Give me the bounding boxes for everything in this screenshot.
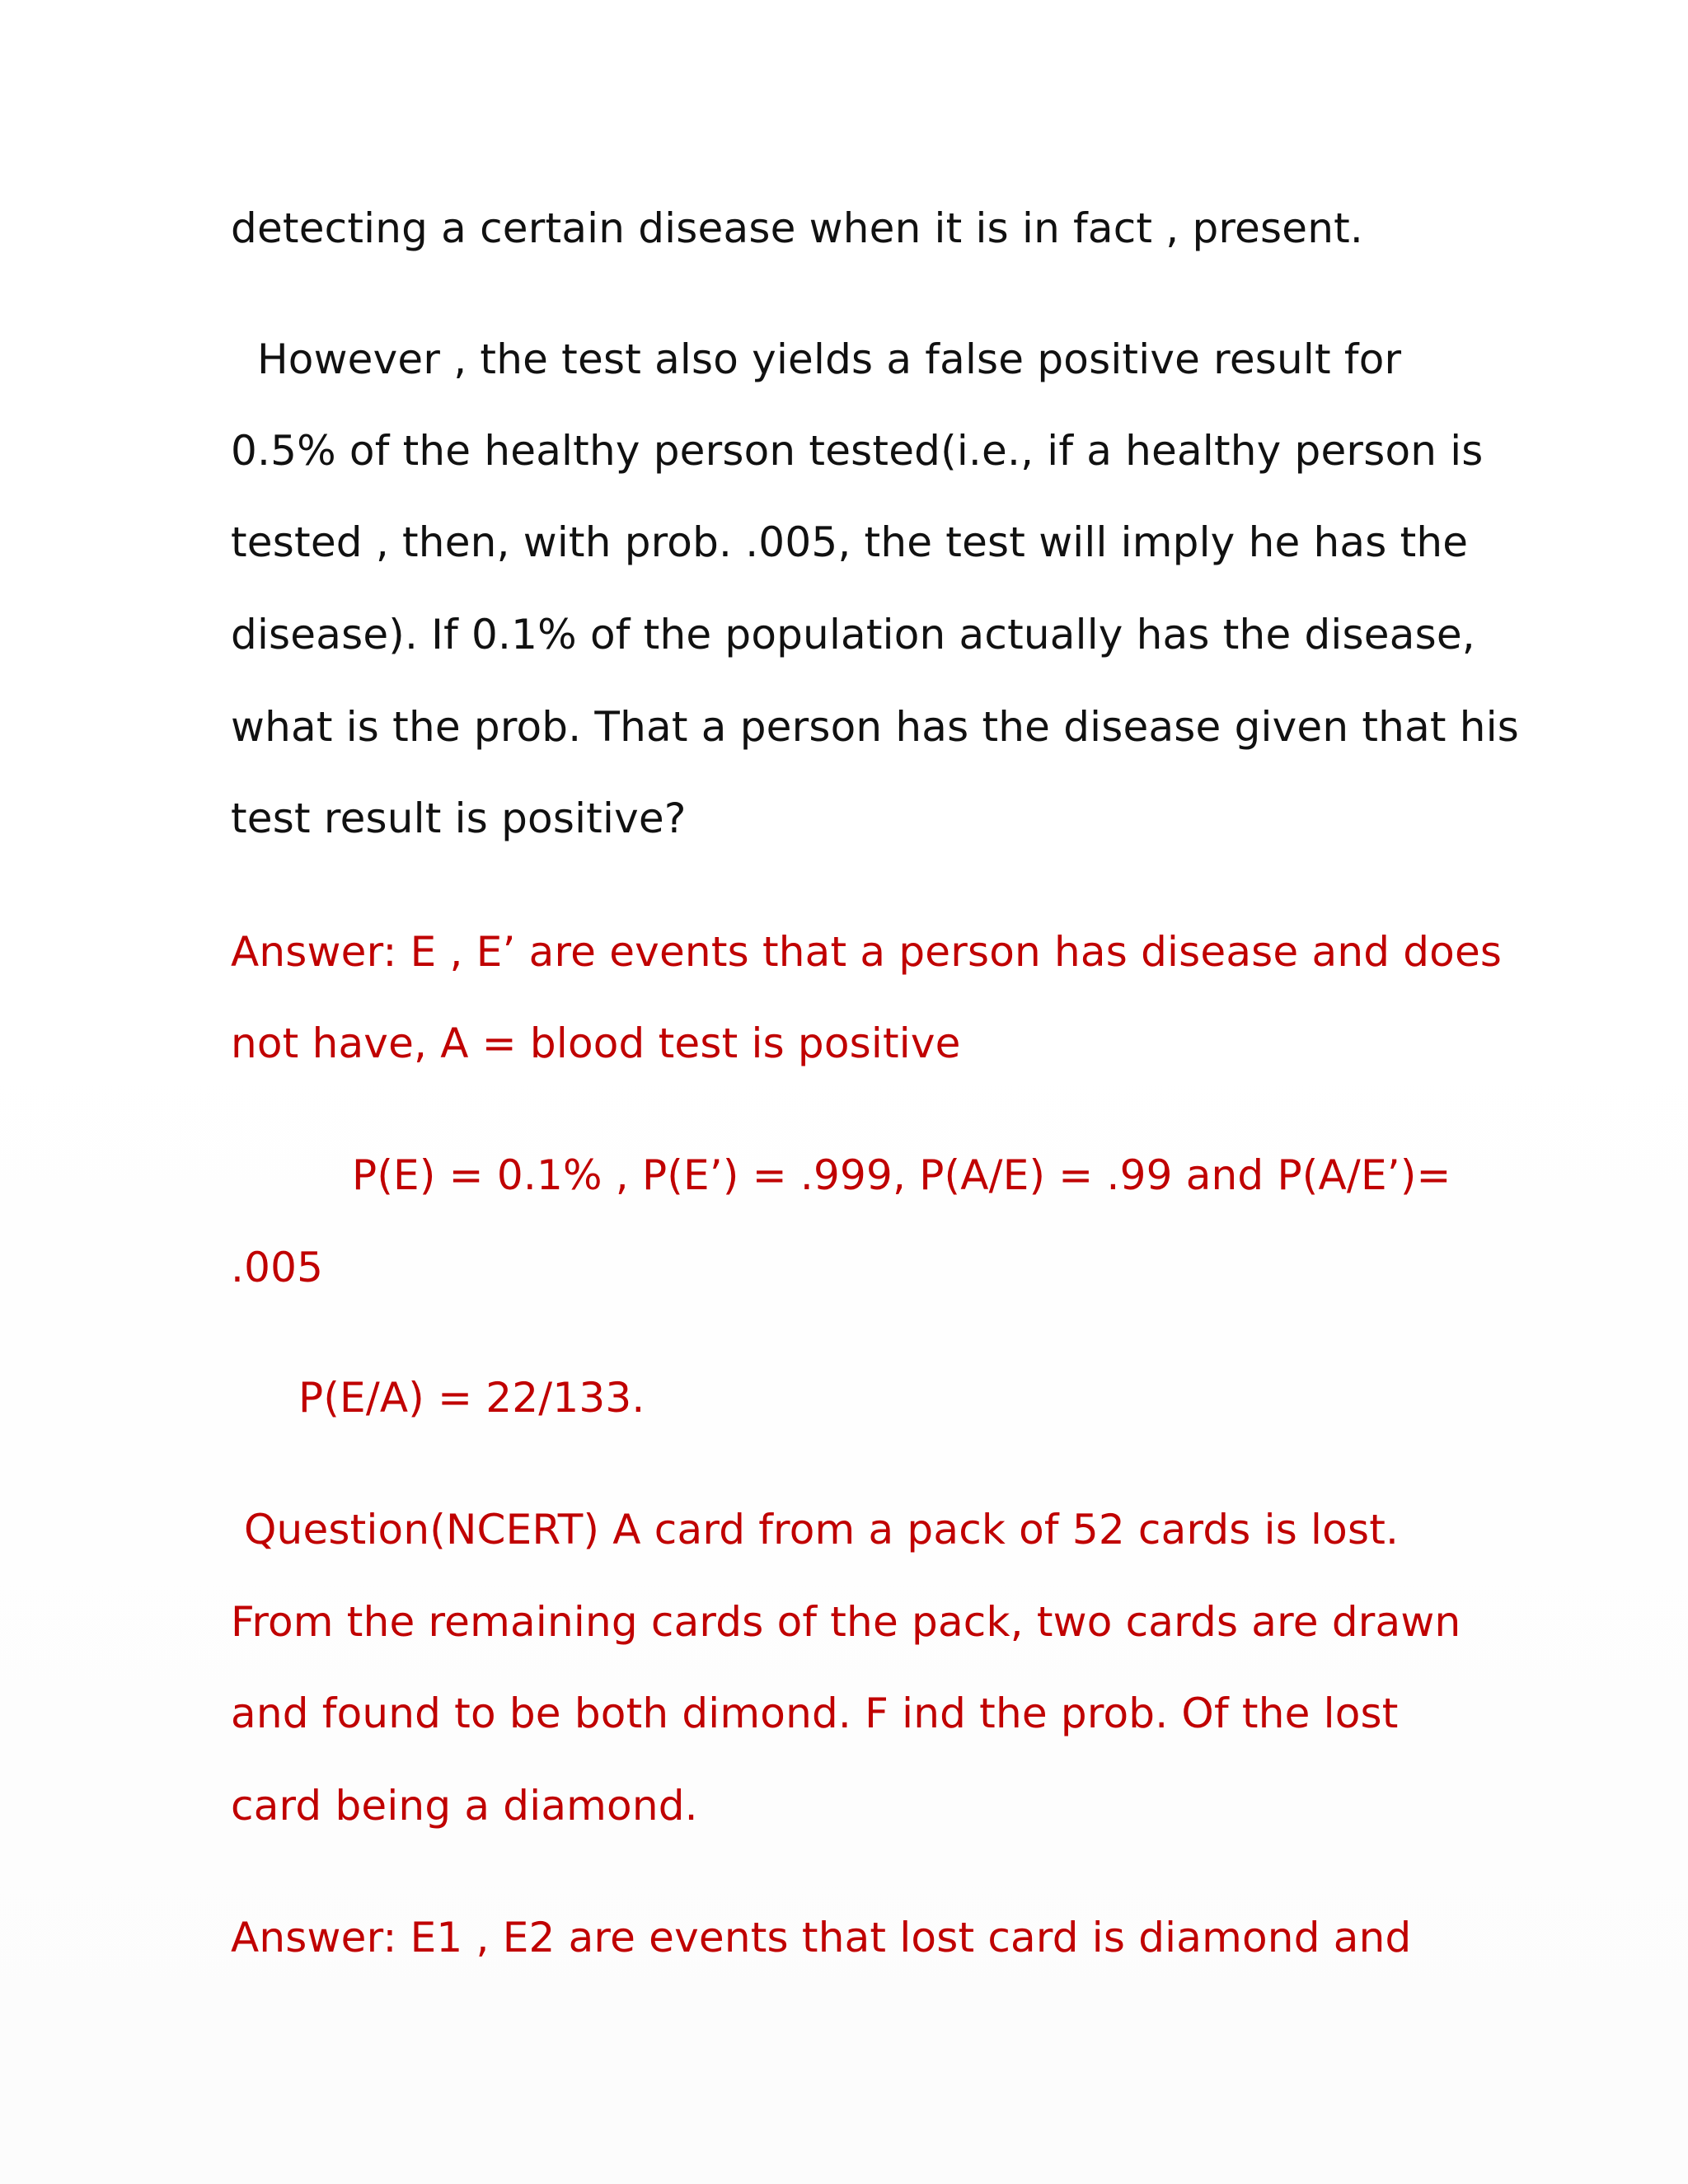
answer2-line: Answer: E1 , E2 are events that lost card is diamond and [231,1914,1412,1961]
answer-line: Answer: E , E’ are events that a person has disease and does [231,928,1503,976]
question-line: tested , then, with prob. .005, the test will imply he has the [231,518,1469,566]
answer-result-line: P(E/A) = 22/133. [298,1374,645,1422]
answer-formula-line: .005 [231,1244,324,1291]
question-line: However , the test also yields a false positive result for [257,335,1402,383]
question-line: disease). If 0.1% of the population actually has the disease, [231,611,1475,658]
question-line: 0.5% of the healthy person tested(i.e., if a healthy person is [231,427,1484,475]
question2-line: card being a diamond. [231,1782,698,1830]
question2-line: From the remaining cards of the pack, two cards are drawn [231,1598,1461,1646]
question2-line: and found to be both dimond. F ind the prob. Of the lost [231,1690,1399,1737]
answer-formula-line: P(E) = 0.1% , P(E’) = .999, P(A/E) = .99 and P(A/E’)= [352,1151,1451,1199]
question-line: test result is positive? [231,794,687,842]
question-line: detecting a certain disease when it is in fact , present. [231,204,1364,252]
question2-line: Question(NCERT) A card from a pack of 52 cards is lost. [244,1506,1400,1554]
answer-line: not have, A = blood test is positive [231,1019,961,1067]
question-line: what is the prob. That a person has the disease given that his [231,703,1520,751]
